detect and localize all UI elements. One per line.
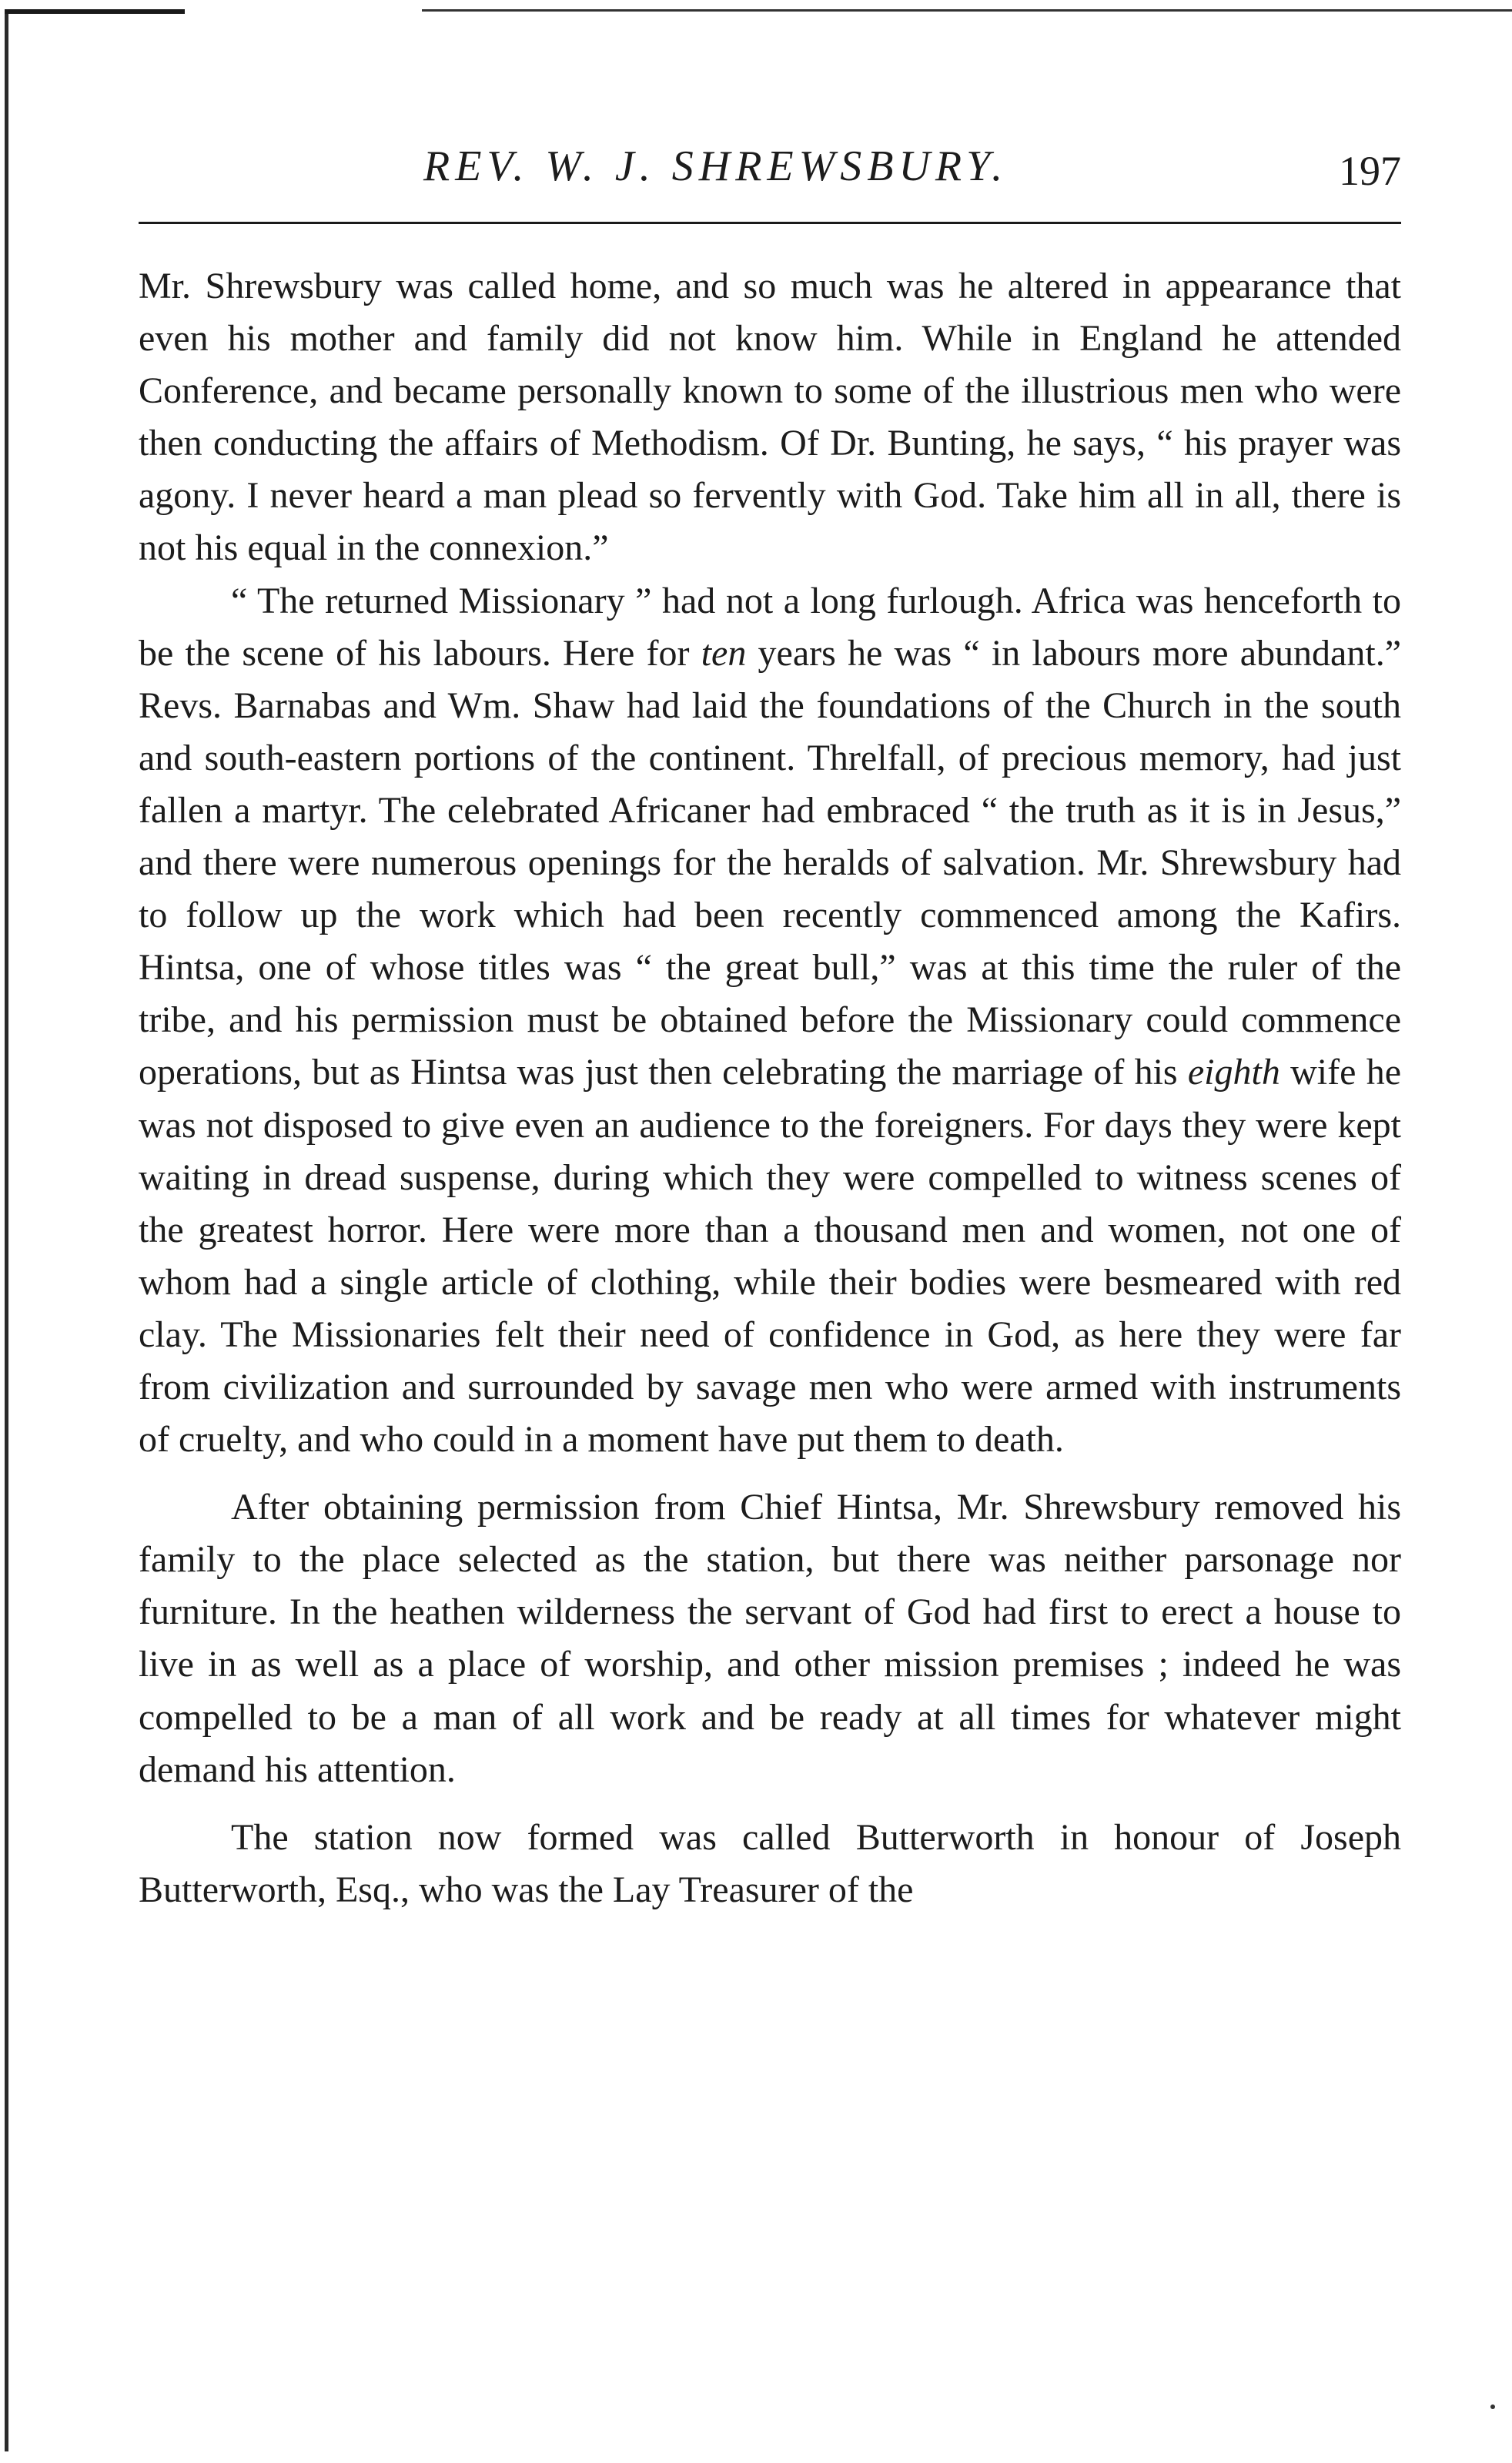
paragraph-4-text: The station now formed was called Butterworth in honour of Joseph Butterworth, Esq., who was the Lay Treasurer of the [139, 1816, 1401, 1910]
page-header [139, 129, 1401, 203]
paragraph-2 [139, 575, 1401, 1467]
paragraph-4 [139, 1812, 1401, 1916]
paragraph-2-text-b: years he was “ in labours more abundant.” Revs. Barnabas and Wm. Shaw had laid the foundations of the Church in the south and south-eastern portions of the continent. Threlfall, of precious memory, had just fallen a martyr. The celebrated Africaner had embraced “ the truth as it is in Jesus,” and there were numerous openings for the heralds of salvation. Mr. Shrewsbury had to follow up the work which had been recently commenced among the Kafirs. Hintsa, one of whose titles was “ the great bull,” was at this time the ruler of the tribe, and his permission must be obtained before the Missionary could commence operations, but as Hintsa was just then celebrating the marriage of his [139, 632, 1401, 1093]
top-rule-left [5, 9, 185, 14]
page-edge-shadow [5, 11, 8, 2451]
paragraph-1 [139, 260, 1401, 575]
emphasis-ten: ten [701, 632, 747, 674]
emphasis-eighth: eighth [1187, 1052, 1280, 1093]
paragraph-3 [139, 1481, 1401, 1796]
running-title: REV. W. J. SHREWSBURY. [423, 142, 1009, 190]
paragraph-1-text: Mr. Shrewsbury was called home, and so much was he altered in appearance that even his mother and family did not know him. While in England he attended Conference, and became personally known to some of the illustrious men who were then conducting the affairs of Methodism. Of Dr. Bunting, he says, “ his prayer was agony. I never heard a man plead so fervently with God. Take him all in all, there is not his equal in the connexion.” [139, 266, 1401, 569]
page-number: 197 [1339, 148, 1401, 194]
paragraph-3-text: After obtaining permission from Chief Hintsa, Mr. Shrewsbury removed his family to the place selected as the station, but there was neither parsonage nor furniture. In the heathen wilderness the servant of God had first to erect a house to live in as well as a place of worship, and other mission premises ; indeed he was compelled to be a man of all work and be ready at all times for whatever might demand his attention. [139, 1487, 1401, 1790]
top-rule-right [422, 9, 1512, 12]
header-rule [139, 222, 1401, 224]
paragraph-2-text-a: “ The returned Missionary ” had not a long furlough. Africa was henceforth to be the scene of his labours. Here for [139, 580, 1401, 674]
body-text [139, 260, 1401, 1916]
paragraph-2-text-c: wife he was not disposed to give even an audience to the foreigners. For days they were kept waiting in dread suspense, during which they were compelled to witness scenes of the greatest horror. Here were more than a thousand men and women, not one of whom had a single article of clothing, while their bodies were besmeared with red clay. The Missionaries felt their need of confidence in God, as here they were far from civilization and surrounded by savage men who were armed with instruments of cruelty, and who could in a moment have put them to death. [139, 1052, 1401, 1461]
print-speck [1490, 2404, 1495, 2409]
